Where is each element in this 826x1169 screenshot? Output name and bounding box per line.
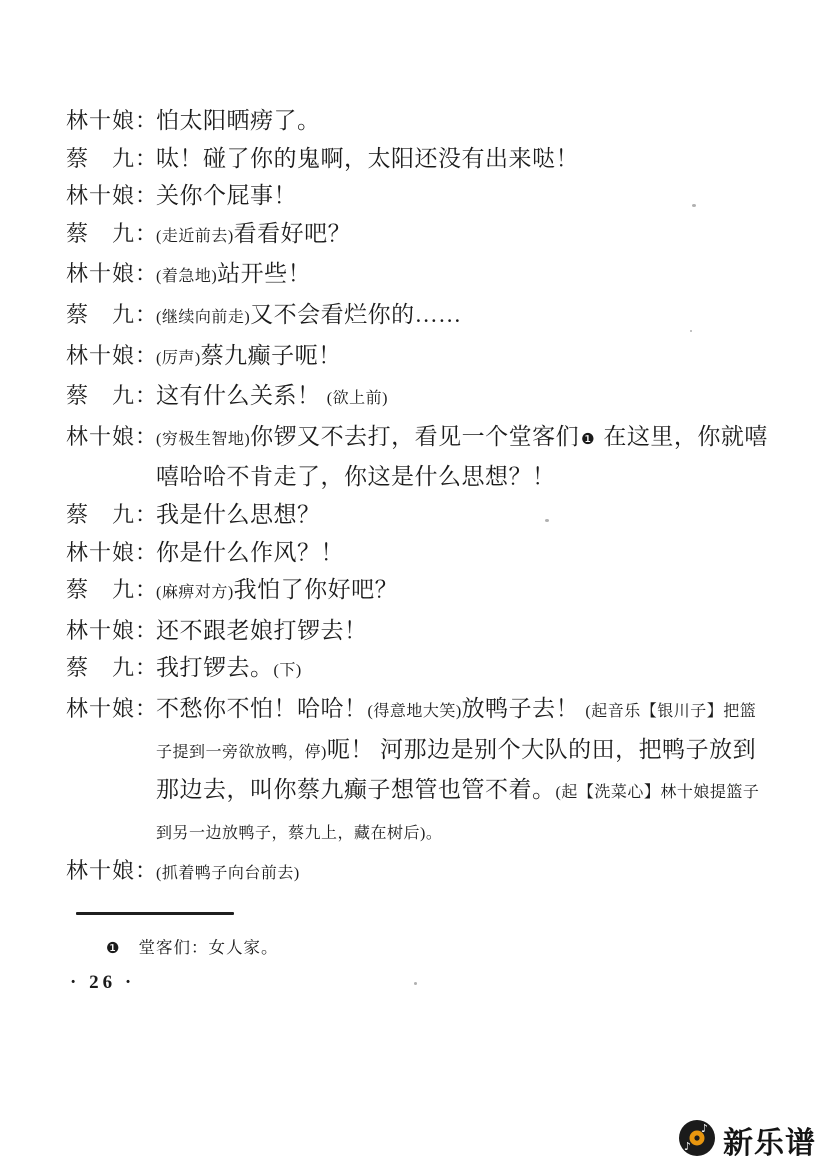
speech-text: (着急地)站开些！ [156,261,312,287]
footnote-divider [76,912,234,915]
speech-text: (走近前去)看看好吧？ [156,220,352,246]
speech-line [66,177,768,215]
speaker-name: 林十娘： [66,695,159,721]
footnote-text: 堂客们：女人家。 [138,938,279,957]
speech-line [66,852,768,893]
footnote-marker-icon: ❶ [106,939,121,957]
speech-text: 我是什么思想？ [156,501,321,527]
watermark-label: 新乐谱 [723,1126,816,1161]
speech-line [66,255,768,296]
speech-line [66,612,768,650]
scan-artifact [414,982,417,985]
speaker-name: 林十娘： [66,858,159,884]
speech-text: 我打锣去。(下) [156,655,302,681]
speech-text: 这有什么关系！ (欲上前) [156,383,388,409]
scan-artifact [692,204,696,207]
speech-line [66,102,768,140]
speech-text: 怕太阳晒痨了。 [156,108,321,133]
speaker-name: 蔡 九： [66,501,159,527]
speech-line [66,140,768,178]
speaker-name: 蔡 九： [66,301,159,327]
footnote [106,934,278,958]
speech-line [66,215,768,256]
speaker-name: 林十娘： [66,539,159,565]
speech-line [66,337,768,378]
publisher-watermark [678,1118,816,1162]
speech-line [66,377,768,418]
speech-line [66,296,768,337]
speaker-name: 蔡 九： [66,220,159,246]
speech-text: (继续向前走)又不会看烂你的…… [156,301,462,327]
footnote-ref-marker: ❶ [581,429,596,448]
speech-line [66,649,768,690]
speaker-name: 林十娘： [66,183,159,209]
speech-text: 呔！碰了你的鬼啊，太阳还没有出来哒！ [156,145,579,171]
dialogue-list [66,102,768,893]
speaker-name: 蔡 九： [66,655,159,681]
speech-text: (穷极生智地)你锣又不去打，看见一个堂客们 ❶ 在这里，你就嘻嘻哈哈不肯走了，你这是什么思想？！ [156,423,768,490]
scan-artifact [545,519,549,522]
speech-text: 还不跟老娘打锣去！ [156,617,368,643]
speaker-name: 林十娘： [66,617,159,643]
speech-text: (麻痹对方)我怕了你好吧？ [156,577,399,603]
speaker-name: 林十娘： [66,261,159,287]
speech-text: (厉声)蔡九癫子呃！ [156,342,342,368]
speaker-name: 林十娘： [66,342,159,368]
speaker-name: 蔡 九： [66,577,159,603]
page-number: · 26 · [70,972,136,993]
svg-text:♪: ♪ [701,1121,709,1135]
speaker-name: 蔡 九： [66,383,159,409]
speech-text: 你是什么作风？！ [156,539,344,565]
speech-text: 不愁你不怕！哈哈！(得意地大笑)放鸭子去！ (起音乐【银川子】把篮子提到一旁欲放鸭，停)呃！ 河那边是别个大队的田，把鸭子放到那边去，叫你蔡九癫子想管也管不着。(起【洗菜心】林十娘提篮子到另一边放鸭子，蔡九上，藏在树后)。 [156,695,760,842]
svg-text:♪: ♪ [684,1139,692,1153]
scan-artifact [690,330,692,332]
speech-line [66,496,768,534]
speech-text: 关你个屁事！ [156,183,297,209]
speaker-name: 林十娘： [66,423,159,449]
speech-line [66,418,768,496]
speaker-name: 蔡 九： [66,145,159,171]
speech-line [66,534,768,572]
speaker-name: 林十娘： [66,108,159,133]
vinyl-record-icon [678,1119,716,1162]
speech-text: (抓着鸭子向台前去) [156,865,300,883]
speech-line [66,571,768,612]
speech-line [66,690,768,852]
